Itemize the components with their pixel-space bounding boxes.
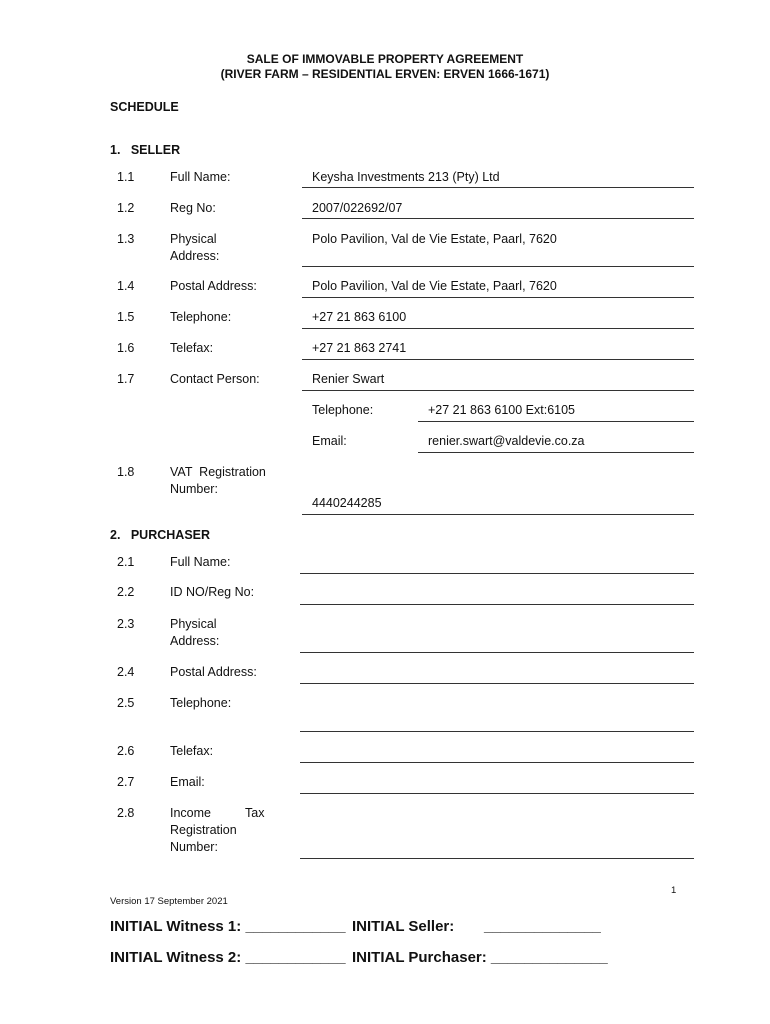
field-label: Number: — [170, 482, 218, 496]
seller-reg-no-value: 2007/022692/07 — [312, 201, 403, 215]
field-label: VAT Registration — [170, 465, 266, 479]
seller-telephone-value: +27 21 863 6100 — [312, 310, 407, 324]
field-label: Tax — [245, 806, 265, 820]
initial-witness-2: INITIAL Witness 2: ____________ — [110, 949, 346, 966]
item-number: 2.6 — [117, 744, 135, 758]
purchaser-email-line[interactable] — [300, 793, 694, 794]
document-title: SALE OF IMMOVABLE PROPERTY AGREEMENT — [246, 52, 524, 66]
item-number: 2.7 — [117, 775, 135, 789]
field-label: Contact Person: — [170, 372, 260, 386]
page-number: 1 — [671, 885, 677, 896]
contact-email-value: renier.swart@valdevie.co.za — [428, 434, 585, 448]
item-number: 1.6 — [117, 341, 135, 355]
field-label: Telephone: — [170, 310, 232, 324]
item-number: 2.8 — [117, 806, 135, 820]
initial-seller-label: INITIAL Seller: — [352, 918, 455, 935]
item-number: 1.5 — [117, 310, 135, 324]
item-number: 2.1 — [117, 555, 135, 569]
field-underline — [302, 187, 694, 188]
field-label: Email: — [170, 775, 205, 789]
field-label: Number: — [170, 840, 218, 854]
initial-witness-1: INITIAL Witness 1: ____________ — [110, 918, 346, 935]
item-number: 2.3 — [117, 617, 135, 631]
field-label: ID NO/Reg No: — [170, 585, 255, 599]
purchaser-heading: 2. PURCHASER — [110, 528, 211, 542]
field-label: Address: — [170, 249, 220, 263]
version-text: Version 17 September 2021 — [110, 896, 228, 907]
schedule-heading: SCHEDULE — [110, 100, 179, 114]
item-number: 1.8 — [117, 465, 135, 479]
field-label: Physical — [170, 232, 217, 246]
field-underline — [302, 297, 694, 298]
seller-physical-address-value: Polo Pavilion, Val de Vie Estate, Paarl, 7620 — [312, 232, 557, 246]
field-underline — [302, 359, 694, 360]
purchaser-telephone-line[interactable] — [300, 731, 694, 732]
seller-full-name-value: Keysha Investments 213 (Pty) Ltd — [312, 170, 500, 184]
purchaser-id-line[interactable] — [300, 604, 694, 605]
item-number: 1.2 — [117, 201, 135, 215]
purchaser-full-name-line[interactable] — [300, 573, 694, 574]
field-label: Telephone: — [170, 696, 232, 710]
contact-telephone-value: +27 21 863 6100 Ext:6105 — [428, 403, 576, 417]
field-underline — [302, 218, 694, 219]
item-number: 2.5 — [117, 696, 135, 710]
field-label: Reg No: — [170, 201, 216, 215]
field-label: Income — [170, 806, 211, 820]
seller-telefax-value: +27 21 863 2741 — [312, 341, 407, 355]
field-underline — [418, 452, 694, 453]
field-underline — [302, 514, 694, 515]
field-label: Telefax: — [170, 341, 214, 355]
seller-heading: 1. SELLER — [110, 143, 181, 157]
field-label: Full Name: — [170, 555, 231, 569]
contact-telephone-label: Telephone: — [312, 403, 374, 417]
initial-purchaser: INITIAL Purchaser: ______________ — [352, 949, 608, 966]
field-label: Physical — [170, 617, 217, 631]
field-label: Postal Address: — [170, 665, 257, 679]
seller-contact-person-value: Renier Swart — [312, 372, 385, 386]
item-number: 2.4 — [117, 665, 135, 679]
document-subtitle: (RIVER FARM – RESIDENTIAL ERVEN: ERVEN 1666-1671) — [220, 67, 550, 81]
field-underline — [418, 421, 694, 422]
field-label: Address: — [170, 634, 220, 648]
field-label: Registration — [170, 823, 237, 837]
item-number: 1.4 — [117, 279, 135, 293]
field-label: Telefax: — [170, 744, 214, 758]
field-label: Postal Address: — [170, 279, 257, 293]
field-underline — [302, 390, 694, 391]
contact-email-label: Email: — [312, 434, 347, 448]
field-underline — [302, 328, 694, 329]
initial-seller-blank[interactable]: ______________ — [484, 918, 601, 935]
item-number: 1.1 — [117, 170, 135, 184]
item-number: 1.7 — [117, 372, 135, 386]
purchaser-postal-address-line[interactable] — [300, 683, 694, 684]
purchaser-tax-number-line[interactable] — [300, 858, 694, 859]
seller-postal-address-value: Polo Pavilion, Val de Vie Estate, Paarl, 7620 — [312, 279, 557, 293]
item-number: 1.3 — [117, 232, 135, 246]
seller-vat-number-value: 4440244285 — [312, 496, 382, 510]
field-label: Full Name: — [170, 170, 231, 184]
purchaser-telefax-line[interactable] — [300, 762, 694, 763]
item-number: 2.2 — [117, 585, 135, 599]
purchaser-physical-address-line[interactable] — [300, 652, 694, 653]
field-underline — [302, 266, 694, 267]
